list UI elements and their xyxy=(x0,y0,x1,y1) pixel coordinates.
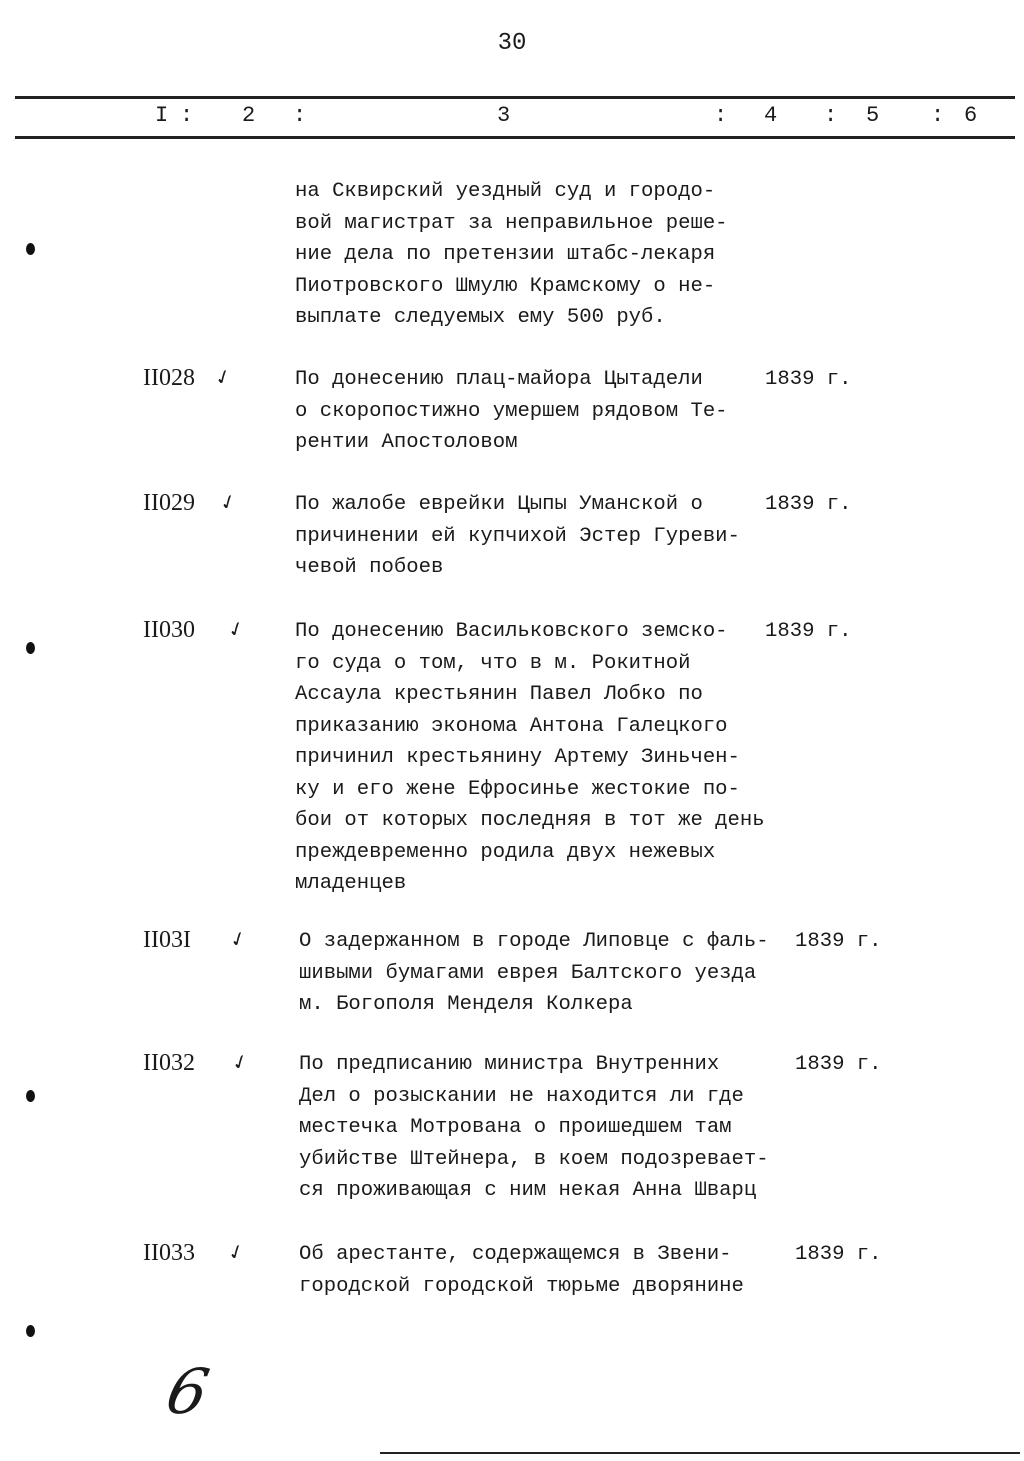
header-rule-top xyxy=(15,96,1015,99)
column-header-row xyxy=(0,103,1024,133)
text-line: По жалобе еврейки Цыпы Уманской о xyxy=(295,493,703,516)
entry-description xyxy=(299,1049,769,1207)
text-line: рентии Апостоловом xyxy=(295,431,518,454)
separator: : xyxy=(931,103,945,128)
text-line: О задержанном в городе Липовце с фаль- xyxy=(299,930,769,953)
entry-year: 1839 г. xyxy=(795,1243,882,1266)
bottom-edge-rule xyxy=(380,1452,1020,1454)
text-line: Ассаула крестьянин Павел Лобко по xyxy=(295,683,703,706)
check-mark-icon: ✓ xyxy=(228,1047,253,1077)
text-line: местечка Мотрована о проишедшем там xyxy=(299,1116,732,1139)
text-line: чевой побоев xyxy=(295,556,444,579)
column-4: 4 xyxy=(764,103,778,128)
text-line: Об арестанте, содержащемся в Звени- xyxy=(299,1243,732,1266)
handwritten-note: 6 xyxy=(160,1355,216,1428)
punch-hole xyxy=(26,642,35,654)
text-line: вой магистрат за неправильное реше- xyxy=(295,211,728,235)
separator: : xyxy=(293,103,307,128)
entry-description xyxy=(295,364,728,459)
text-line: ние дела по претензии штабс-лекаря xyxy=(295,243,716,266)
text-line: о скоропостижно умершем рядовом Те- xyxy=(295,399,728,423)
entry-number: II03I xyxy=(143,927,191,953)
punch-hole xyxy=(26,243,35,255)
text-line: младенцев xyxy=(295,872,407,895)
entry-number: II029 xyxy=(143,490,195,516)
entry-description xyxy=(299,1239,744,1302)
entry-year: 1839 г. xyxy=(765,368,852,391)
text-line: ся проживающая с ним некая Анна Шварц xyxy=(299,1179,757,1202)
text-line: Пиотровского Шмулю Крамскому о не- xyxy=(295,274,716,298)
punch-hole xyxy=(26,1325,35,1337)
check-mark-icon: ✓ xyxy=(216,487,241,517)
entry-description xyxy=(299,926,769,1021)
column-1: I xyxy=(155,103,169,128)
text-line: бои от которых последняя в тот же день xyxy=(295,809,765,832)
text-line: убийстве Штейнера, в коем подозревает- xyxy=(299,1147,769,1171)
text-line: шивыми бумагами еврея Балтского уезда xyxy=(299,961,757,985)
column-5: 5 xyxy=(866,103,880,128)
check-mark-icon: ✓ xyxy=(226,924,251,954)
text-line: ку и его жене Ефросинье жестокие по- xyxy=(295,777,740,801)
text-line: Дел о розыскании не находится ли где xyxy=(299,1084,744,1108)
header-rule-bottom xyxy=(15,136,1015,139)
text-line: выплате следуемых ему 500 руб. xyxy=(295,306,666,329)
column-3: 3 xyxy=(497,103,511,128)
text-line: По донесению плац-майора Цытадели xyxy=(295,368,703,391)
check-mark-icon: ✓ xyxy=(224,1237,249,1267)
text-line: причинил крестьянину Артему Зиньчен- xyxy=(295,746,740,769)
text-line: преждевременно родила двух нежевых xyxy=(295,840,716,864)
text-line: приказанию эконома Антона Галецкого xyxy=(295,714,728,738)
entry-number: II030 xyxy=(143,617,195,643)
separator: : xyxy=(714,103,728,128)
entry-year: 1839 г. xyxy=(795,930,882,953)
text-line: м. Богополя Менделя Колкера xyxy=(299,993,633,1016)
punch-hole xyxy=(26,1090,35,1102)
text-line: городской городской тюрьме дворянине xyxy=(299,1274,744,1298)
entry-year: 1839 г. xyxy=(795,1053,882,1076)
page-number: 30 xyxy=(497,30,527,57)
continuation-text xyxy=(295,176,728,334)
entry-year: 1839 г. xyxy=(765,620,852,643)
entry-description xyxy=(295,616,765,900)
text-line: го суда о том, что в м. Рокитной xyxy=(295,651,691,675)
column-6: 6 xyxy=(964,103,978,128)
entry-number: II028 xyxy=(143,365,195,391)
column-2: 2 xyxy=(242,103,256,128)
check-mark-icon: ✓ xyxy=(211,362,236,392)
check-mark-icon: ✓ xyxy=(224,614,249,644)
entry-number: II033 xyxy=(143,1240,195,1266)
entry-description xyxy=(295,489,740,584)
separator: : xyxy=(824,103,838,128)
text-line: на Сквирский уездный суд и городо- xyxy=(295,180,716,203)
entry-year: 1839 г. xyxy=(765,493,852,516)
separator: : xyxy=(180,103,194,128)
text-line: По предписанию министра Внутренних xyxy=(299,1053,720,1076)
text-line: По донесению Васильковского земско- xyxy=(295,620,728,643)
text-line: причинении ей купчихой Эстер Гуреви- xyxy=(295,524,740,548)
entry-number: II032 xyxy=(143,1050,195,1076)
